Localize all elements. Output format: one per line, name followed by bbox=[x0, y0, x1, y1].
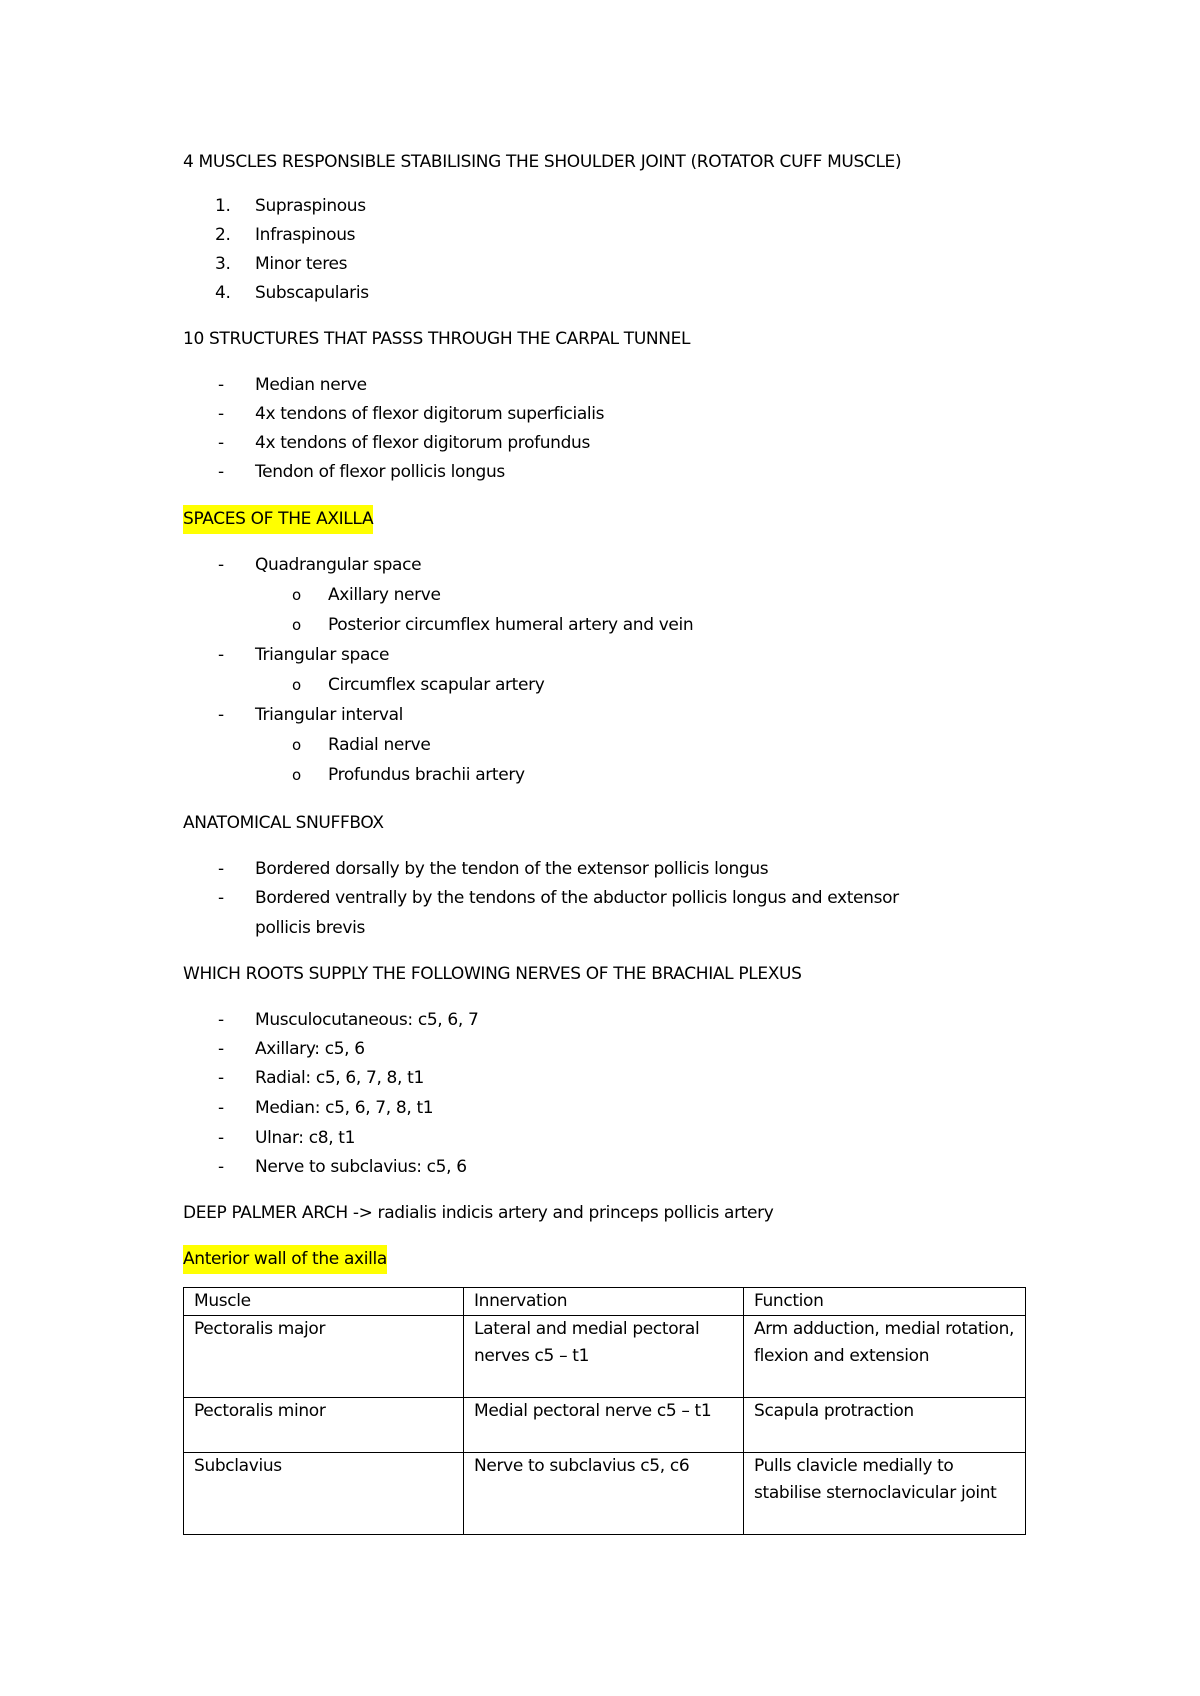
table-row bbox=[184, 1453, 1026, 1535]
list-item: Supraspinous bbox=[255, 196, 366, 216]
list-marker: 2. bbox=[215, 225, 231, 245]
list-item: Infraspinous bbox=[255, 225, 356, 245]
list-item: Bordered dorsally by the tendon of the extensor pollicis longus bbox=[255, 859, 769, 879]
anterior-wall-heading: Anterior wall of the axilla bbox=[183, 1245, 387, 1274]
list-item: Subscapularis bbox=[255, 283, 369, 303]
dash-marker: - bbox=[218, 1098, 224, 1118]
table-cell: Pulls clavicle medially to stabilise sternoclavicular joint bbox=[744, 1453, 1026, 1535]
sub-list-item: Posterior circumflex humeral artery and vein bbox=[328, 615, 694, 635]
sub-marker: o bbox=[292, 766, 301, 784]
deep-palmar-arch-line: DEEP PALMER ARCH -> radialis indicis artery and princeps pollicis artery bbox=[183, 1203, 774, 1223]
dash-marker: - bbox=[218, 462, 224, 482]
dash-marker: - bbox=[218, 859, 224, 879]
dash-marker: - bbox=[218, 375, 224, 395]
sub-list-item: Circumflex scapular artery bbox=[328, 675, 545, 695]
dash-marker: - bbox=[218, 705, 224, 725]
table-header-cell: Innervation bbox=[464, 1288, 744, 1316]
table-header-cell: Muscle bbox=[184, 1288, 464, 1316]
list-item: Median nerve bbox=[255, 375, 367, 395]
list-item-continuation: pollicis brevis bbox=[255, 918, 365, 938]
table-row bbox=[184, 1398, 1026, 1453]
axilla-spaces-heading: SPACES OF THE AXILLA bbox=[183, 505, 373, 534]
table-cell: Nerve to subclavius c5, c6 bbox=[464, 1453, 744, 1535]
list-item: Triangular space bbox=[255, 645, 390, 665]
brachial-plexus-heading: WHICH ROOTS SUPPLY THE FOLLOWING NERVES OF THE BRACHIAL PLEXUS bbox=[183, 964, 802, 984]
sub-marker: o bbox=[292, 586, 301, 604]
sub-list-item: Profundus brachii artery bbox=[328, 765, 525, 785]
snuffbox-heading: ANATOMICAL SNUFFBOX bbox=[183, 813, 384, 833]
list-item: Axillary: c5, 6 bbox=[255, 1039, 365, 1059]
table-cell: Lateral and medial pectoral nerves c5 – t1 bbox=[464, 1316, 744, 1398]
list-item: Tendon of flexor pollicis longus bbox=[255, 462, 505, 482]
list-item: Nerve to subclavius: c5, 6 bbox=[255, 1157, 467, 1177]
dash-marker: - bbox=[218, 404, 224, 424]
table-header-cell: Function bbox=[744, 1288, 1026, 1316]
dash-marker: - bbox=[218, 555, 224, 575]
carpal-tunnel-heading: 10 STRUCTURES THAT PASSS THROUGH THE CARPAL TUNNEL bbox=[183, 329, 691, 349]
sub-list-item: Radial nerve bbox=[328, 735, 431, 755]
dash-marker: - bbox=[218, 888, 224, 908]
dash-marker: - bbox=[218, 645, 224, 665]
list-item: 4x tendons of flexor digitorum profundus bbox=[255, 433, 590, 453]
dash-marker: - bbox=[218, 1157, 224, 1177]
list-marker: 1. bbox=[215, 196, 231, 216]
list-item: Median: c5, 6, 7, 8, t1 bbox=[255, 1098, 434, 1118]
list-marker: 3. bbox=[215, 254, 231, 274]
sub-marker: o bbox=[292, 616, 301, 634]
list-item: Musculocutaneous: c5, 6, 7 bbox=[255, 1010, 479, 1030]
table-cell: Medial pectoral nerve c5 – t1 bbox=[464, 1398, 744, 1453]
rotator-cuff-heading: 4 MUSCLES RESPONSIBLE STABILISING THE SHOULDER JOINT (ROTATOR CUFF MUSCLE) bbox=[183, 152, 902, 172]
list-item: Ulnar: c8, t1 bbox=[255, 1128, 356, 1148]
dash-marker: - bbox=[218, 1128, 224, 1148]
list-item: Triangular interval bbox=[255, 705, 404, 725]
table-cell: Pectoralis major bbox=[184, 1316, 464, 1398]
anterior-wall-table bbox=[183, 1287, 1026, 1535]
table-cell: Arm adduction, medial rotation, flexion and extension bbox=[744, 1316, 1026, 1398]
sub-marker: o bbox=[292, 736, 301, 754]
dash-marker: - bbox=[218, 433, 224, 453]
table-cell: Subclavius bbox=[184, 1453, 464, 1535]
dash-marker: - bbox=[218, 1010, 224, 1030]
sub-list-item: Axillary nerve bbox=[328, 585, 441, 605]
table-row bbox=[184, 1316, 1026, 1398]
list-item: Radial: c5, 6, 7, 8, t1 bbox=[255, 1068, 424, 1088]
dash-marker: - bbox=[218, 1039, 224, 1059]
list-item: 4x tendons of flexor digitorum superficialis bbox=[255, 404, 605, 424]
list-item: Minor teres bbox=[255, 254, 348, 274]
list-item: Bordered ventrally by the tendons of the abductor pollicis longus and extensor bbox=[255, 888, 899, 908]
list-marker: 4. bbox=[215, 283, 231, 303]
table-cell: Scapula protraction bbox=[744, 1398, 1026, 1453]
list-item: Quadrangular space bbox=[255, 555, 422, 575]
sub-marker: o bbox=[292, 676, 301, 694]
table-cell: Pectoralis minor bbox=[184, 1398, 464, 1453]
table-header-row bbox=[184, 1288, 1026, 1316]
dash-marker: - bbox=[218, 1068, 224, 1088]
